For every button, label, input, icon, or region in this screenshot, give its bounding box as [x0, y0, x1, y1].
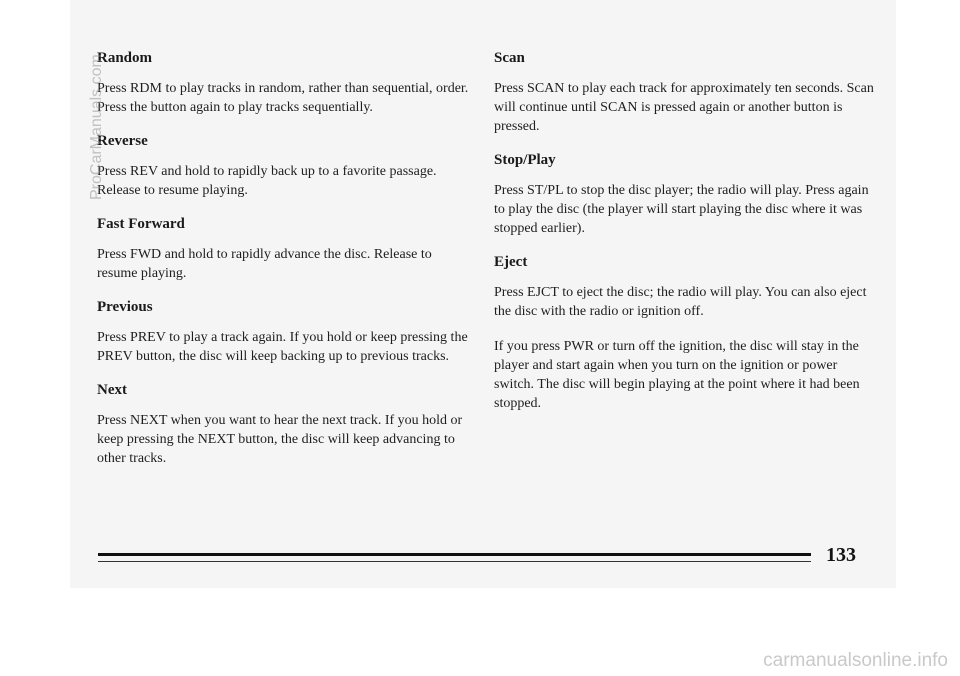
section-heading: Stop/Play — [494, 152, 556, 168]
section-body: Press FWD and hold to rapidly advance the disc. Release to resume playing. — [97, 247, 432, 281]
left-column — [97, 50, 472, 484]
section-reverse — [97, 133, 472, 200]
footer-watermark: carmanualsonline.info — [763, 650, 948, 671]
footer-rule-thin — [98, 561, 811, 562]
section-heading: Random — [97, 50, 153, 66]
section-body: Press SCAN to play each track for approximately ten seconds. Scan will continue until SCAN is pressed again or another button is pressed. — [494, 81, 874, 134]
section-body: Press ST/PL to stop the disc player; the radio will play. Press again to play the disc (the player will start playing the disc where it was stopped earlier). — [494, 183, 869, 236]
section-eject — [494, 254, 874, 413]
section-body: Press NEXT when you want to hear the next track. If you hold or keep pressing the NEXT button, the disc will keep advancing to other tracks. — [97, 413, 463, 466]
section-next — [97, 382, 472, 468]
side-watermark: ProCarManuals.com — [88, 54, 105, 200]
page-number: 133 — [826, 544, 856, 566]
section-stop-play — [494, 152, 874, 238]
section-heading: Next — [97, 382, 127, 398]
section-body: Press PREV to play a track again. If you hold or keep pressing the PREV button, the disc will keep backing up to previous tracks. — [97, 330, 468, 364]
section-heading: Eject — [494, 254, 528, 270]
section-random — [97, 50, 472, 117]
footer-rule-thick — [98, 553, 811, 556]
right-column — [494, 50, 874, 429]
section-body-extra: If you press PWR or turn off the ignition, the disc will stay in the player and start again when you turn on the ignition or power switch. The disc will begin playing at the point where it had been stopped. — [494, 339, 860, 411]
section-scan — [494, 50, 874, 136]
section-fast-forward — [97, 216, 472, 283]
section-body: Press REV and hold to rapidly back up to a favorite passage. Release to resume playing. — [97, 164, 437, 198]
section-heading: Scan — [494, 50, 525, 66]
section-heading: Fast Forward — [97, 216, 185, 232]
section-heading: Reverse — [97, 133, 148, 149]
section-body: Press RDM to play tracks in random, rather than sequential, order. Press the button again to play tracks sequentially. — [97, 81, 469, 115]
section-heading: Previous — [97, 299, 153, 315]
section-body: Press EJCT to eject the disc; the radio will play. You can also eject the disc with the radio or ignition off. — [494, 285, 867, 319]
section-previous — [97, 299, 472, 366]
